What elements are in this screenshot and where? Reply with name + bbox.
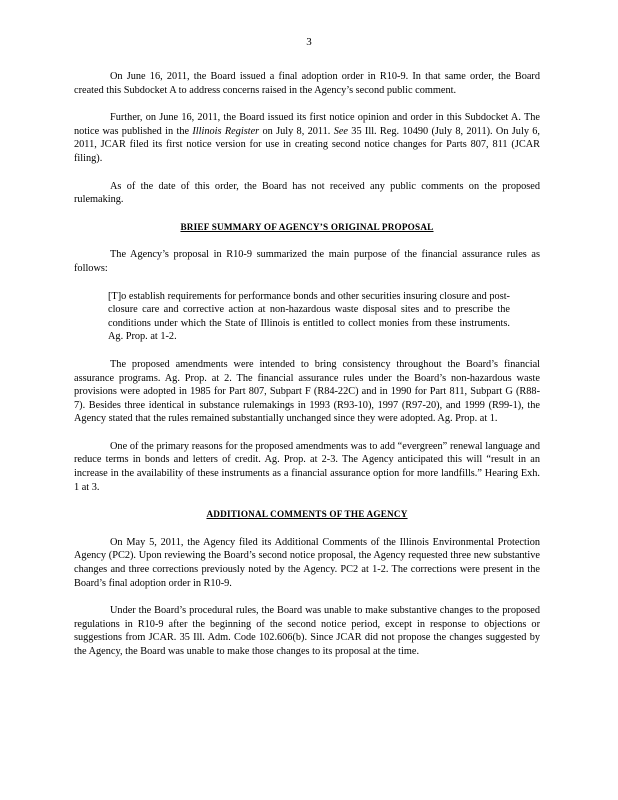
section-heading-additional-comments: ADDITIONAL COMMENTS OF THE AGENCY bbox=[206, 509, 408, 520]
paragraph-procedural-rules: Under the Board’s procedural rules, the Board was unable to make substantive changes to the proposed regulations in R10-9 after the beginning of the second notice period, except in response to objections or suggestions from JCAR. 35 Ill. Adm. Code 102.606(b). Since JCAR did not propose the changes suggested by the Agency, the Board was unable to make those changes to its proposal at the time. bbox=[74, 605, 540, 657]
paragraph-pc2: On May 5, 2011, the Agency filed its Additional Comments of the Illinois Environmental Protection Agency (PC2). Upon reviewing the Board’s second notice proposal, the Agency requested three new substantive changes and three corrections previously noted by the Agency. PC2 at 1-2. The corrections were present in the Board’s final adoption order in R10-9. bbox=[74, 536, 540, 589]
block-quote: [T]o establish requirements for performance bonds and other securities insuring closure and post-closure care and corrective action at non-hazardous waste disposal sites and to prescribe the conditions under which the State of Illinois is entitled to collect monies from these instruments. Ag. Prop. at 1-2. bbox=[108, 290, 510, 343]
italic-journal-name: Illinois Register bbox=[192, 125, 260, 137]
paragraph-agency-proposal: The Agency’s proposal in R10-9 summarized the main purpose of the financial assurance rules as follows: bbox=[74, 249, 540, 274]
paragraph-text: 35 Ill. Reg. 10490 (July 8, 2011). On July 6, 2011, JCAR filed its first notice version for use in creating second notice changes for Parts 807, 811 (JCAR filing). bbox=[74, 125, 540, 164]
document-body bbox=[74, 70, 540, 673]
paragraph-no-comments: As of the date of this order, the Board has not received any public comments on the proposed rulemaking. bbox=[74, 180, 540, 206]
paragraph-first-notice bbox=[74, 111, 540, 165]
paragraph-evergreen: One of the primary reasons for the proposed amendments was to add “evergreen” renewal language and reduce terms in bonds and letters of credit. Ag. Prop. at 2-3. The Agency anticipated this will “result in an increase in the availability of these instruments as a financial assurance option for more landfills.” Hearing Exh. 1 at 3. bbox=[74, 440, 540, 493]
paragraph-text: Further, on June 16, 2011, the Board issued its first notice opinion and order in this Subdocket A. The notice was published in the bbox=[74, 112, 540, 137]
paragraph-amendments-consistency: The proposed amendments were intended to bring consistency throughout the Board’s financial assurance programs. Ag. Prop. at 2. The financial assurance rules under the Board’s non-hazardous waste provisions were adopted in 1985 for Part 807, Subpart F (R84-22C) and in 1990 for Part 811, Subpart G (R88-7). Besides three identical in substance rulemakings in 1993 (R93-10), 1997 (R97-20), and 1999 (R99-1), the Agency stated that the rules remained substantially unchanged since they were adopted. Ag. Prop. at 1. bbox=[74, 358, 540, 425]
paragraph-final-adoption: On June 16, 2011, the Board issued a final adoption order in R10-9. In that same order, the Board created this Subdocket A to address concerns raised in the Agency’s second public comment. bbox=[74, 71, 540, 96]
page-number: 3 bbox=[306, 36, 312, 48]
paragraph-text: on July 8, 2011. bbox=[259, 125, 334, 137]
section-heading-summary: BRIEF SUMMARY OF AGENCY’S ORIGINAL PROPOSAL bbox=[180, 221, 434, 232]
italic-signal-see: See bbox=[333, 125, 348, 137]
